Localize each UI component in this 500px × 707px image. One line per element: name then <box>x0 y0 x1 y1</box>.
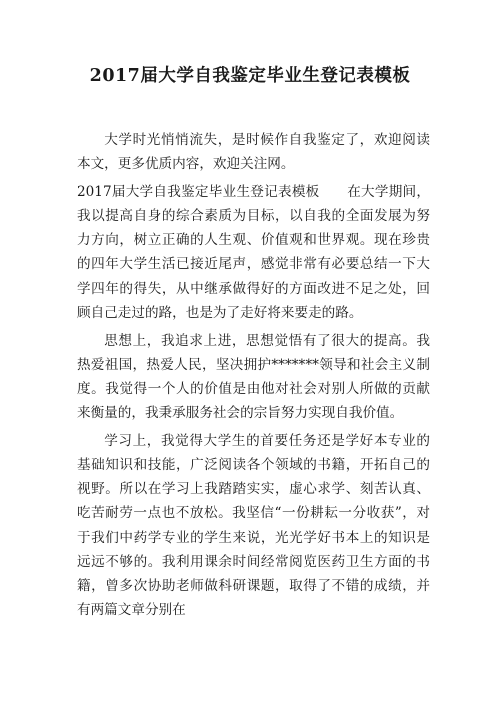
document-title: 2017届大学自我鉴定毕业生登记表模板 <box>89 66 411 86</box>
document-body <box>77 128 430 626</box>
paragraph-intro: 大学时光悄悄流失，是时候作自我鉴定了，欢迎阅读本文，更多优质内容，欢迎关注网。 <box>77 132 430 173</box>
paragraph-overview: 2017届大学自我鉴定毕业生登记表模板 在大学期间，我以提高自身的综合素质为目标，以自我的全面发展为努力方向，树立正确的人生观、价值观和世界观。现在珍贵的四年大学生活已接近尾声，感觉非常有必要总结一下大学四年的得失，从中继承做得好的方面改进不足之处，回顾自己走过的路，也是为了走好将来要走的路。 <box>77 184 430 321</box>
paragraph-study: 学习上，我觉得大学生的首要任务还是学好本专业的基础知识和技能，广泛阅读各个领域的书籍，开拓自己的视野。所以在学习上我踏踏实实，虚心求学、刻苦认真、吃苦耐劳一点也不放松。我坚信“一份耕耘一分收获”，对于我们中药学专业的学生来说，光光学好书本上的知识是远远不够的。我利用课余时间经常阅览医药卫生方面的书籍，曾多次协助老师做科研课题，取得了不错的成绩，并有两篇文章分别在 <box>77 433 430 618</box>
paragraph-thought: 思想上，我追求上进，思想觉悟有了很大的提高。我热爱祖国，热爱人民，坚决拥护*******领导和社会主义制度。我觉得一个人的价值是由他对社会对别人所做的贡献来衡量的，我秉承服务社会的宗旨努力实现自我价值。 <box>77 332 430 422</box>
